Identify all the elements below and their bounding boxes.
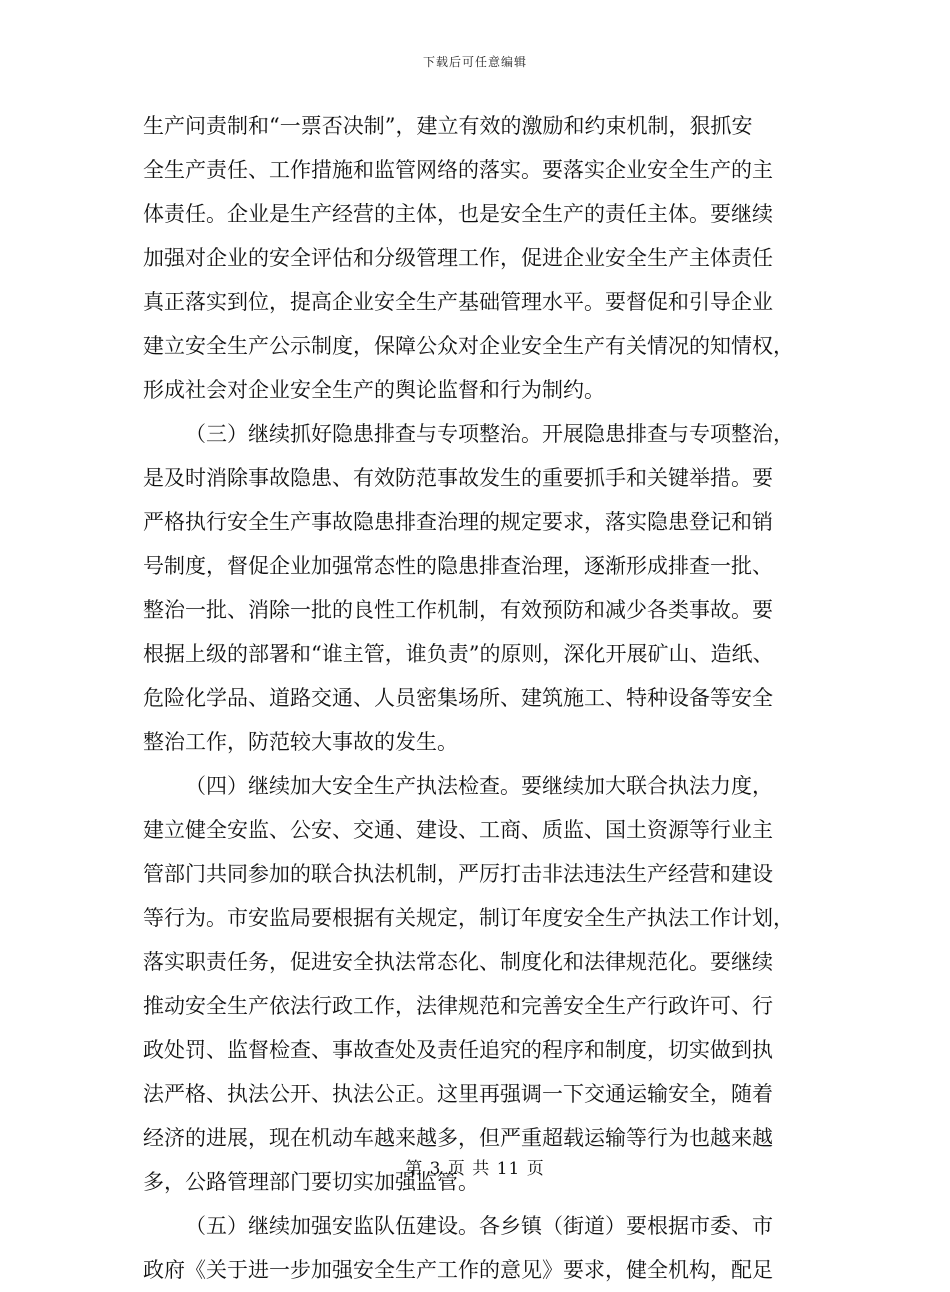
text-line: 号制度，督促企业加强常态性的隐患排查治理，逐渐形成排查一批、 xyxy=(143,554,773,578)
text-line: 是及时消除事故隐患、有效防范事故发生的重要抓手和关键举措。要 xyxy=(143,466,773,490)
page-number-footer: 第 3 页 共 11 页 xyxy=(405,1159,545,1179)
section-heading-line: （四）继续加大安全生产执法检查。要继续加大联合执法力度， xyxy=(185,774,773,798)
text-line: 生产问责制和“一票否决制”，建立有效的激励和约束机制，狠抓安 xyxy=(143,114,753,138)
text-line: 政处罚、监督检查、事故查处及责任追究的程序和制度，切实做到执 xyxy=(143,1038,773,1062)
text-line: 管部门共同参加的联合执法机制，严厉打击非法违法生产经营和建设 xyxy=(143,862,773,886)
text-line: 推动安全生产依法行政工作，法律规范和完善安全生产行政许可、行 xyxy=(143,994,773,1018)
text-line: 经济的进展，现在机动车越来越多，但严重超载运输等行为也越来越 xyxy=(143,1126,773,1150)
section-heading-line: （五）继续加强安监队伍建设。各乡镇（街道）要根据市委、市 xyxy=(185,1214,773,1238)
text-line: 建立安全生产公示制度，保障公众对企业安全生产有关情况的知情权， xyxy=(143,334,794,358)
text-line: 落实职责任务，促进安全执法常态化、制度化和法律规范化。要继续 xyxy=(143,950,773,974)
document-body xyxy=(143,104,808,1292)
page-header-note: 下载后可任意编辑 xyxy=(422,55,527,69)
text-line: 危险化学品、道路交通、人员密集场所、建筑施工、特种设备等安全 xyxy=(143,686,773,710)
text-line: 体责任。企业是生产经营的主体，也是安全生产的责任主体。要继续 xyxy=(143,202,773,226)
text-line: 全生产责任、工作措施和监管网络的落实。要落实企业安全生产的主 xyxy=(143,158,773,182)
text-line: 严格执行安全生产事故隐患排查治理的规定要求，落实隐患登记和销 xyxy=(143,510,773,534)
text-line: 加强对企业的安全评估和分级管理工作，促进企业安全生产主体责任 xyxy=(143,246,773,270)
section-heading-line: （三）继续抓好隐患排查与专项整治。开展隐患排查与专项整治， xyxy=(185,422,794,446)
text-line: 多，公路管理部门要切实加强监管。 xyxy=(143,1170,479,1194)
text-line: 形成社会对企业安全生产的舆论监督和行为制约。 xyxy=(143,378,605,402)
text-line: 等行为。市安监局要根据有关规定，制订年度安全生产执法工作计划， xyxy=(143,906,794,930)
text-line: 法严格、执法公开、执法公正。这里再强调一下交通运输安全，随着 xyxy=(143,1082,773,1106)
text-line: 整治一批、消除一批的良性工作机制，有效预防和减少各类事故。要 xyxy=(143,598,773,622)
text-line: 根据上级的部署和“谁主管，谁负责”的原则，深化开展矿山、造纸、 xyxy=(143,642,774,666)
text-line: 整治工作，防范较大事故的发生。 xyxy=(143,730,458,754)
text-line: 政府《关于进一步加强安全生产工作的意见》要求，健全机构，配足 xyxy=(143,1258,773,1282)
text-line: 真正落实到位，提高企业安全生产基础管理水平。要督促和引导企业 xyxy=(143,290,773,314)
text-line: 建立健全安监、公安、交通、建设、工商、质监、国土资源等行业主 xyxy=(143,818,773,842)
